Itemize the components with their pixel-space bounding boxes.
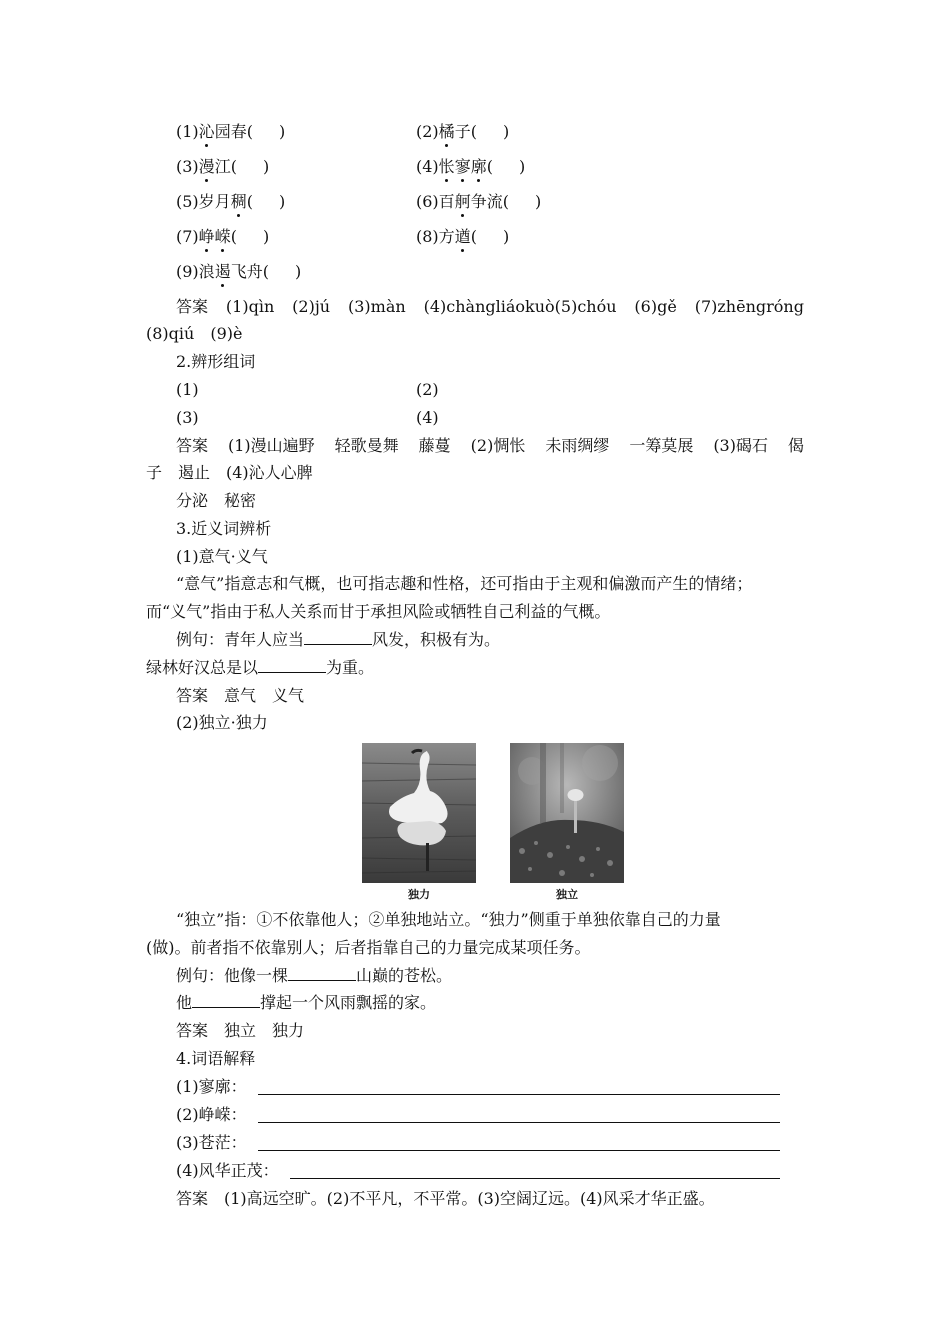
q1-item-7: (7)峥嵘( ) xyxy=(176,227,270,246)
q1-answer-line2: (8)qiú (9)è xyxy=(146,324,243,343)
q3-answer1: 答案 意气 义气 xyxy=(176,686,305,705)
dotted-char: 遏 xyxy=(214,262,231,281)
q1-item-4: (4)怅寥廓( ) xyxy=(416,157,526,176)
q3-answer2: 答案 独立 独力 xyxy=(176,1021,305,1040)
q2-answer-line1: 答案 (1)漫山遍野 轻歌曼舞 藤蔓 (2)惆怅 未雨绸缪 一筹莫展 (3)碣石 偈 xyxy=(176,436,804,455)
mushroom-image xyxy=(510,743,624,883)
q4-answer: 答案 (1)高远空旷。(2)不平凡，不平常。(3)空阔辽远。(4)风采才华正盛。 xyxy=(176,1189,715,1208)
q2-slot-3: (3) xyxy=(176,408,199,427)
answer-line-4 xyxy=(290,1178,780,1179)
fill-blank xyxy=(304,630,372,645)
mushroom-photo xyxy=(510,743,624,883)
item-number: (1) xyxy=(176,122,199,141)
q1-item-1: (1)沁园春( ) xyxy=(176,122,286,141)
q1-item-3: (3)漫江( ) xyxy=(176,157,270,176)
q2-slot-2: (2) xyxy=(416,380,439,399)
q4-item-2: (2)峥嵘： xyxy=(176,1105,247,1124)
dotted-char: 橘 xyxy=(438,122,455,141)
q3-example1a: 例句：青年人应当 风发，积极有为。 xyxy=(176,630,501,649)
q4-item-3: (3)苍茫： xyxy=(176,1133,247,1152)
fill-blank xyxy=(258,658,326,673)
q1-item-2: (2)橘子( ) xyxy=(416,122,510,141)
caption-left: 独力 xyxy=(408,888,430,901)
answer-line-2 xyxy=(258,1122,780,1123)
q3-example1b: 绿林好汉总是以 为重。 xyxy=(146,658,375,677)
answer-line-3 xyxy=(258,1150,780,1151)
q2-title: 2.辨形组词 xyxy=(176,352,256,371)
q2-slot-4: (4) xyxy=(416,408,439,427)
q2-answer-line3: 分泌 秘密 xyxy=(176,491,257,510)
item-text: 园春( xyxy=(214,122,253,141)
fill-blank xyxy=(192,993,260,1008)
q4-item-4: (4)风华正茂： xyxy=(176,1161,279,1180)
q1-item-9: (9)浪遏飞舟( ) xyxy=(176,262,302,281)
q3-example2a: 例句：他像一棵 山巅的苍松。 xyxy=(176,966,453,985)
dotted-char: 沁 xyxy=(198,122,215,141)
q4-title: 4.词语解释 xyxy=(176,1049,256,1068)
q3-para1-line2: 而“义气”指由于私人关系而甘于承担风险或牺牲自己利益的气概。 xyxy=(146,602,611,621)
q1-answer-line1: 答案 (1)qìn (2)jú (3)màn (4)chàngliáokuò(5)chóu (6)gě (7)zhēngróng xyxy=(176,297,804,316)
q1-item-5: (5)岁月稠( ) xyxy=(176,192,286,211)
dotted-char: 遒 xyxy=(454,227,471,246)
q3-para2-line2: (做)。前者指不依靠别人；后者指靠自己的力量完成某项任务。 xyxy=(146,938,591,957)
q1-item-6: (6)百舸争流( ) xyxy=(416,192,542,211)
fill-blank xyxy=(288,966,356,981)
q3-title: 3.近义词辨析 xyxy=(176,519,272,538)
dotted-char: 舸 xyxy=(454,192,471,211)
q3-para2-line1: “独立”指：①不依靠他人；②单独地站立。“独力”侧重于单独依靠自己的力量 xyxy=(176,910,721,929)
q3-sub1: (1)意气·义气 xyxy=(176,547,268,566)
q3-sub2: (2)独立·独力 xyxy=(176,713,268,732)
q3-example2b: 他 撑起一个风雨飘摇的家。 xyxy=(176,993,437,1012)
q2-slot-1: (1) xyxy=(176,380,199,399)
q1-item-8: (8)方遒( ) xyxy=(416,227,510,246)
dotted-char: 稠 xyxy=(230,192,247,211)
q2-answer-line2: 子 遏止 (4)沁人心脾 xyxy=(146,463,313,482)
caption-right: 独立 xyxy=(556,888,578,901)
dotted-char: 漫 xyxy=(198,157,215,176)
q4-item-1: (1)寥廓： xyxy=(176,1077,247,1096)
answer-line-1 xyxy=(258,1094,780,1095)
swan-photo xyxy=(362,743,476,883)
answer-label: 答案 xyxy=(176,297,209,316)
swan-image xyxy=(362,743,476,883)
q3-para1-line1: “意气”指意志和气概，也可指志趣和性格，还可指由于主观和偏激而产生的情绪； xyxy=(176,574,753,593)
dotted-char: 怅 xyxy=(438,157,455,176)
